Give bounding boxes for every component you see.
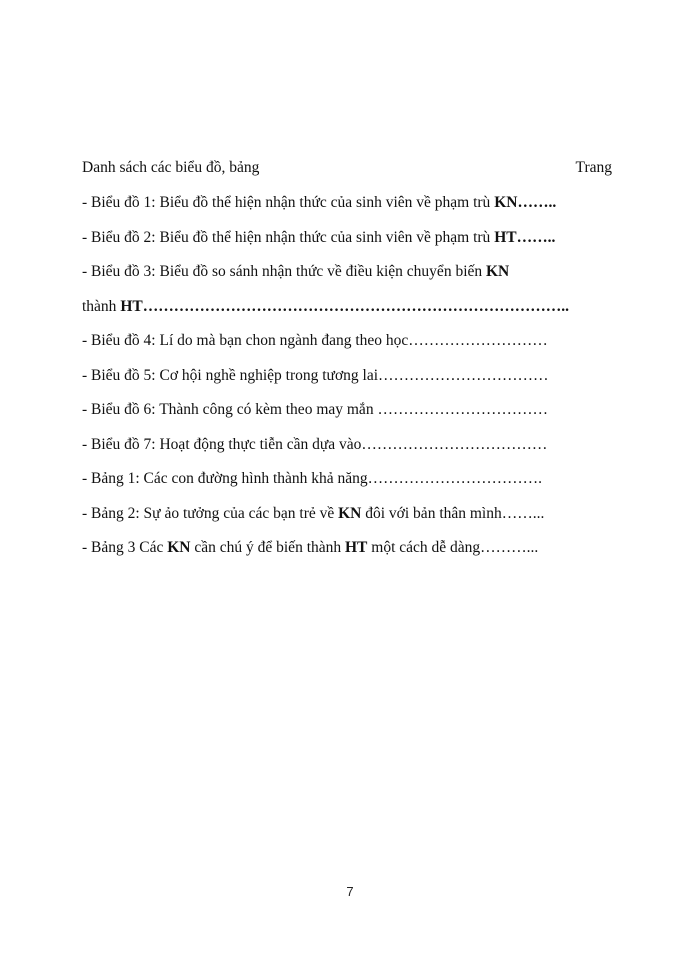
entry-bold-text: KN……..: [494, 194, 557, 211]
entry-text: - Biểu đồ 5: Cơ hội nghề nghiệp trong tương lai……………………………: [82, 367, 549, 384]
list-item: [82, 331, 548, 351]
list-title: Danh sách các biểu đồ, bảng: [82, 159, 260, 176]
entry-bold-text: HT: [345, 539, 368, 556]
list-item: [82, 504, 544, 524]
entry-bold-text: KN: [167, 539, 191, 556]
list-item: [82, 435, 547, 455]
entry-bold-text: HT……..: [494, 229, 556, 246]
list-item: [82, 538, 538, 558]
list-item-continuation: [82, 297, 569, 317]
page-column-label: Trang: [575, 159, 612, 176]
entry-text: - Biểu đồ 7: Hoạt động thực tiễn cần dựa vào………………………………: [82, 436, 548, 453]
entry-text: - Bảng 1: Các con đường hình thành khả năng…………………………….: [82, 470, 543, 487]
entry-text: thành: [82, 298, 121, 315]
entry-text: - Biểu đồ 4: Lí do mà bạn chon ngành đang theo học………………………: [82, 332, 548, 349]
entry-text: cần chú ý để biến thành: [190, 539, 345, 556]
entry-bold-text: KN: [338, 505, 362, 522]
entry-text: - Bảng 2: Sự ảo tưởng của các bạn trẻ về: [82, 505, 339, 522]
list-item: [82, 400, 548, 420]
entry-text: - Biểu đồ 6: Thành công có kèm theo may mắn ……………………………: [82, 401, 548, 418]
list-item: [82, 469, 542, 489]
entry-text: - Bảng 3 Các: [82, 539, 168, 556]
list-item: [82, 262, 509, 282]
entry-bold-text: KN: [486, 263, 510, 280]
list-item: [82, 193, 556, 213]
entry-text: - Biểu đồ 1: Biểu đồ thể hiện nhận thức của sinh viên về phạm trù: [82, 194, 495, 211]
entry-text: - Biểu đồ 2: Biểu đồ thể hiện nhận thức của sinh viên về phạm trù: [82, 229, 495, 246]
entry-bold-text: HT………………………………………………………………………..: [120, 298, 569, 315]
entry-text: đôi với bản thân mình……...: [361, 505, 545, 522]
page-number: 7: [346, 884, 354, 899]
entry-text: một cách dễ dàng………...: [367, 539, 539, 556]
entry-text: - Biểu đồ 3: Biểu đồ so sánh nhận thức về điều kiện chuyển biến: [82, 263, 486, 280]
list-item: [82, 366, 549, 386]
list-item: [82, 228, 555, 248]
